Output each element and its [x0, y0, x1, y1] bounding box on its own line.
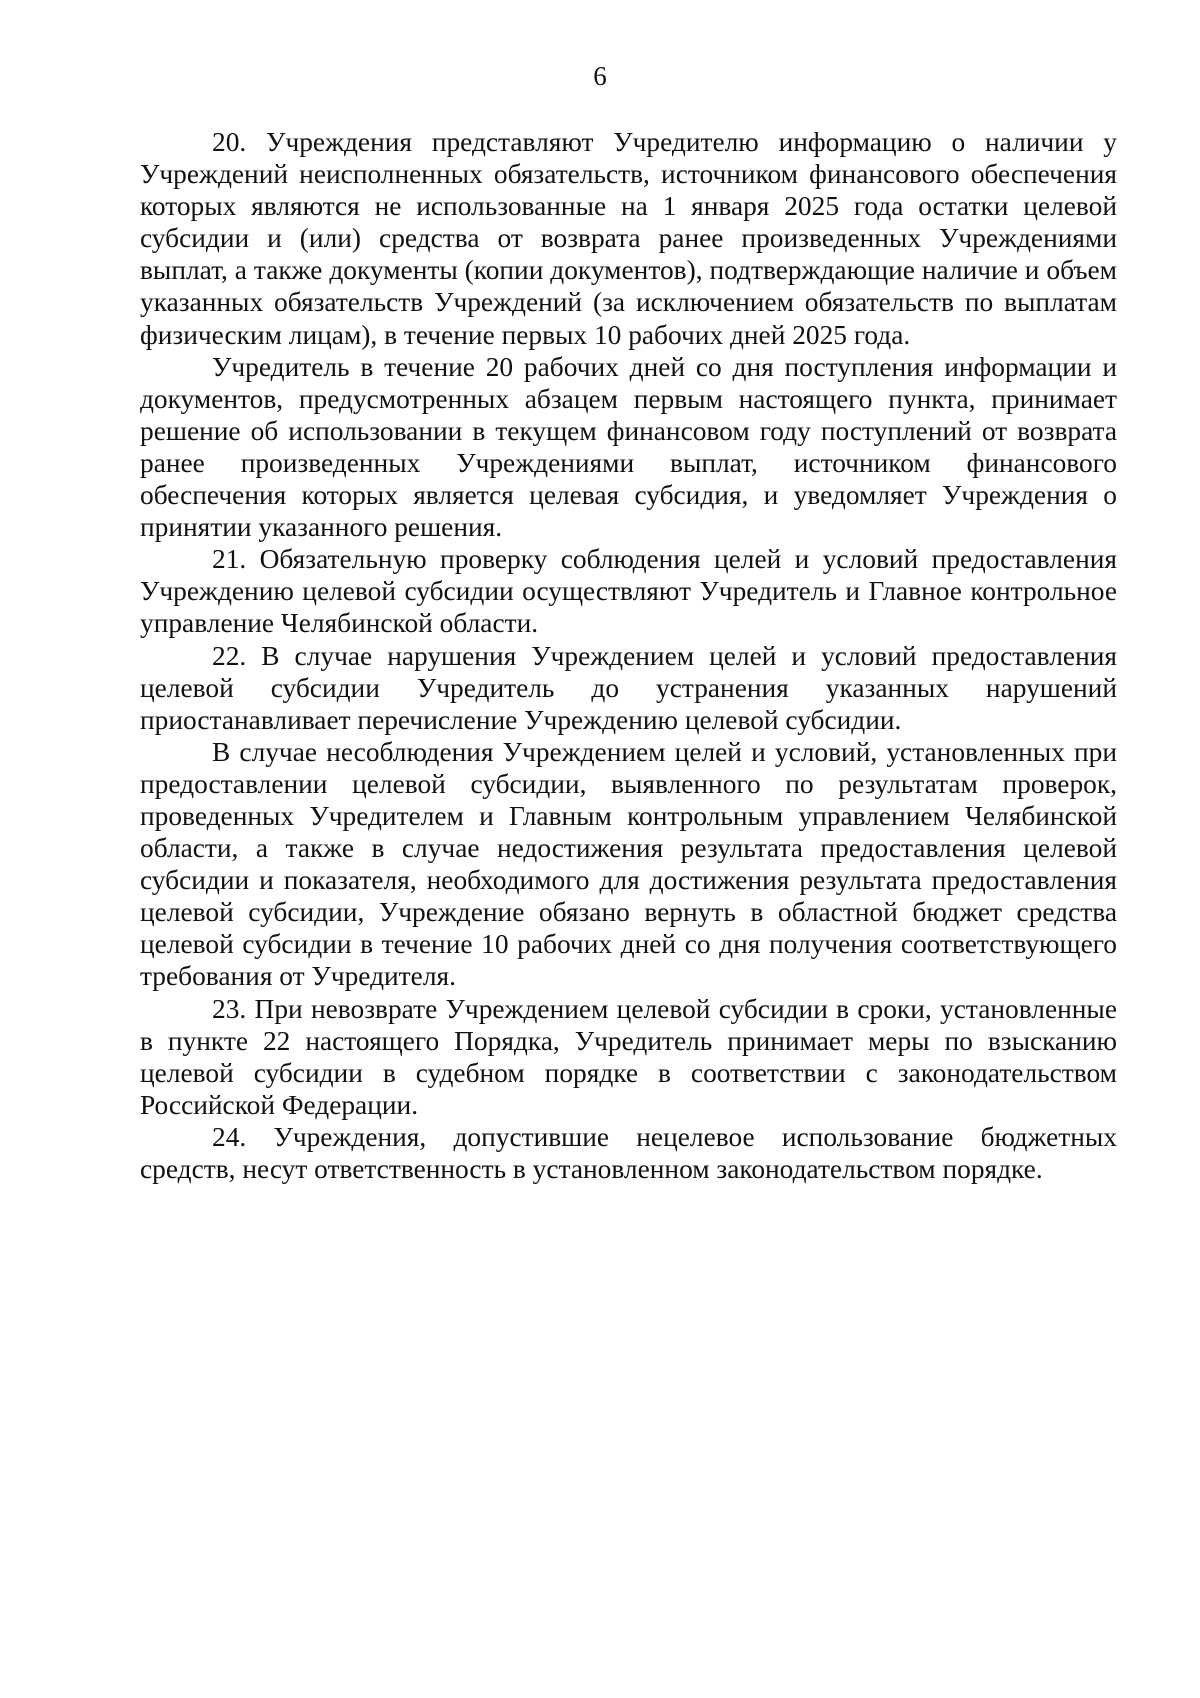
document-body: [140, 126, 1117, 1185]
paragraph-item-24: 24. Учреждения, допустившие нецелевое использование бюджетных средств, несут ответственность в установленном законодательством порядке.: [140, 1121, 1117, 1184]
paragraph-item-21: 21. Обязательную проверку соблюдения целей и условий предоставления Учреждению целевой субсидии осуществляют Учредитель и Главное контрольное управление Челябинской области.: [140, 544, 1117, 639]
paragraph-item-20-continuation: Учредитель в течение 20 рабочих дней со дня поступления информации и документов, предусмотренных абзацем первым настоящего пункта, принимает решение об использовании в текущем финансовом году поступлений от возврата ранее произведенных Учреждениями выплат, источником финансового обеспечения которых является целевая субсидия, и уведомляет Учреждения о принятии указанного решения.: [140, 351, 1117, 543]
paragraph-item-23: 23. При невозврате Учреждением целевой субсидии в сроки, установленные в пункте 22 настоящего Порядка, Учредитель принимает меры по взысканию целевой субсидии в судебном порядке в соответствии с законодательством Российской Федерации.: [140, 993, 1117, 1120]
paragraph-item-22-continuation: В случае несоблюдения Учреждением целей и условий, установленных при предоставлении целевой субсидии, выявленного по результатам проверок, проведенных Учредителем и Главным контрольным управлением Челябинской области, а также в случае недостижения результата предоставления целевой субсидии и показателя, необходимого для достижения результата предоставления целевой субсидии, Учреждение обязано вернуть в областной бюджет средства целевой субсидии в течение 10 рабочих дней со дня получения соответствующего требования от Учредителя.: [140, 736, 1117, 992]
paragraph-item-20: 20. Учреждения представляют Учредителю информацию о наличии у Учреждений неисполненных обязательств, источником финансового обеспечения которых являются не использованные на 1 января 2025 года остатки целевой субсидии и (или) средства от возврата ранее произведенных Учреждениями выплат, а также документы (копии документов), подтверждающие наличие и объем указанных обязательств Учреждений (за исключением обязательств по выплатам физическим лицам), в течение первых 10 рабочих дней 2025 года.: [140, 127, 1117, 350]
paragraph-item-22: 22. В случае нарушения Учреждением целей и условий предоставления целевой субсидии Учредитель до устранения указанных нарушений приостанавливает перечисление Учреждению целевой субсидии.: [140, 640, 1117, 735]
page-number: 6: [593, 61, 607, 91]
